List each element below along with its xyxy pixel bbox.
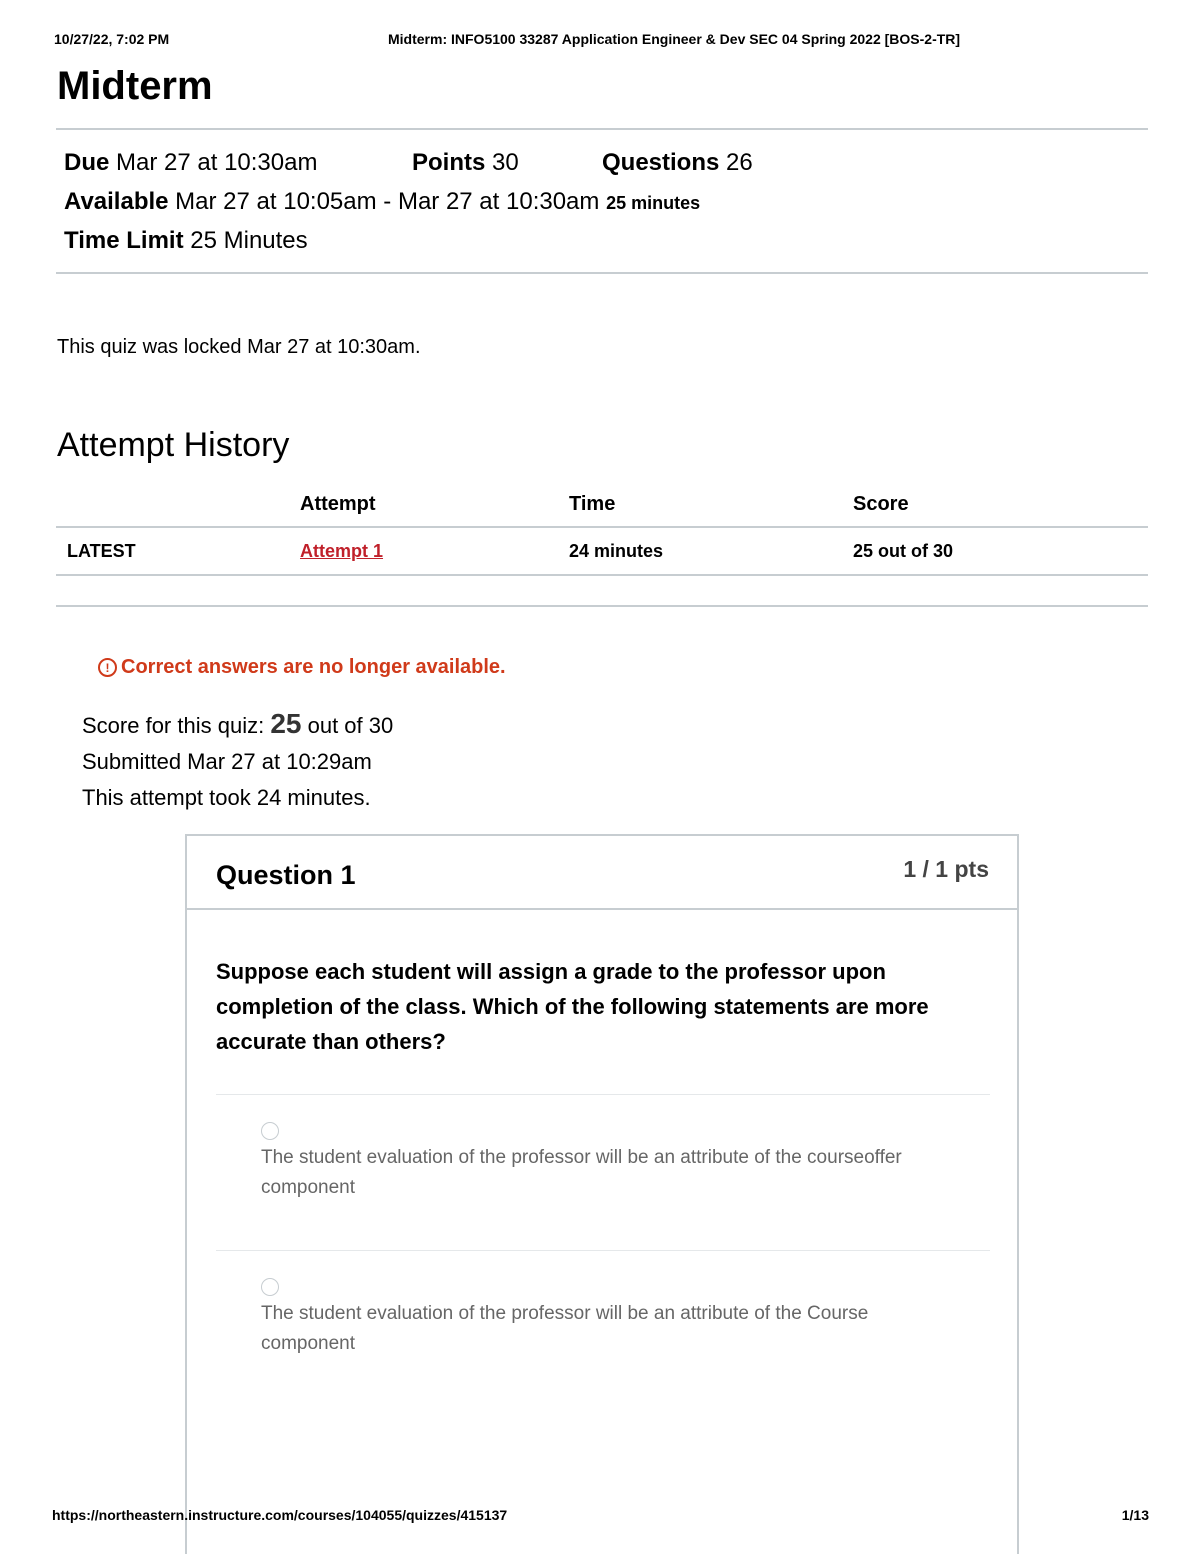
answer-option-2: The student evaluation of the professor will be an attribute of the Course component [261, 1303, 869, 1354]
points-detail [412, 149, 519, 177]
divider [56, 272, 1148, 274]
print-page-number: 1/13 [1121, 1507, 1149, 1523]
divider [56, 605, 1148, 607]
questions-detail [602, 149, 753, 177]
column-header-time: Time [569, 493, 616, 515]
question-text: Suppose each student will assign a grade to the professor upon completion of the class. Which of the following statements are more accurate than others? [216, 959, 929, 1054]
table-header-divider [56, 526, 1148, 528]
score-prefix: Score for this quiz: [82, 713, 265, 738]
print-doc-title: Midterm: INFO5100 33287 Application Engineer & Dev SEC 04 Spring 2022 [BOS-2-TR] [388, 31, 961, 47]
answers-unavailable-notice [98, 656, 506, 679]
available-label: Available [64, 188, 169, 215]
questions-label: Questions [602, 149, 720, 176]
time-limit-value: 25 Minutes [190, 227, 308, 254]
attempt-duration: This attempt took 24 minutes. [82, 785, 371, 810]
attempt-1-link[interactable]: Attempt 1 [300, 541, 384, 561]
answer-option-1: The student evaluation of the professor will be an attribute of the courseoffer component [261, 1147, 902, 1198]
divider [56, 128, 1148, 130]
question-points: 1 / 1 pts [903, 856, 989, 882]
answer-radio[interactable] [261, 1278, 279, 1296]
points-label: Points [412, 149, 486, 176]
submitted-time: Submitted Mar 27 at 10:29am [82, 749, 372, 774]
answer-radio[interactable] [261, 1122, 279, 1140]
table-row-divider [56, 574, 1148, 576]
score-summary [82, 708, 393, 740]
due-label: Due [64, 149, 110, 176]
print-url: https://northeastern.instructure.com/courses/104055/quizzes/415137 [52, 1507, 508, 1523]
score-suffix: out of 30 [307, 713, 394, 738]
answer-divider [216, 1250, 990, 1251]
print-date: 10/27/22, 7:02 PM [54, 31, 170, 47]
time-limit-label: Time Limit [64, 227, 184, 254]
question-card [185, 834, 1019, 1554]
question-title: Question 1 [216, 860, 356, 890]
due-value: Mar 27 at 10:30am [116, 149, 318, 176]
time-limit-detail [64, 227, 308, 255]
due-detail [64, 149, 317, 177]
score-value: 25 [270, 708, 302, 739]
available-duration: 25 minutes [606, 193, 701, 213]
attempt-history-title: Attempt History [57, 426, 290, 464]
locked-notice: This quiz was locked Mar 27 at 10:30am. [57, 336, 421, 358]
column-header-score: Score [853, 493, 909, 515]
warning-text: Correct answers are no longer available. [121, 656, 506, 678]
questions-value: 26 [726, 149, 753, 176]
answer-divider [216, 1094, 990, 1095]
question-header [187, 836, 1017, 910]
info-circle-icon: ! [98, 658, 117, 677]
column-header-attempt: Attempt [300, 493, 376, 515]
attempt-time: 24 minutes [569, 541, 664, 561]
attempt-row-label: LATEST [67, 541, 136, 561]
points-value: 30 [492, 149, 519, 176]
available-detail [64, 188, 700, 216]
attempt-score: 25 out of 30 [853, 541, 954, 561]
available-value: Mar 27 at 10:05am - Mar 27 at 10:30am [175, 188, 600, 215]
page-title: Midterm [57, 64, 213, 108]
